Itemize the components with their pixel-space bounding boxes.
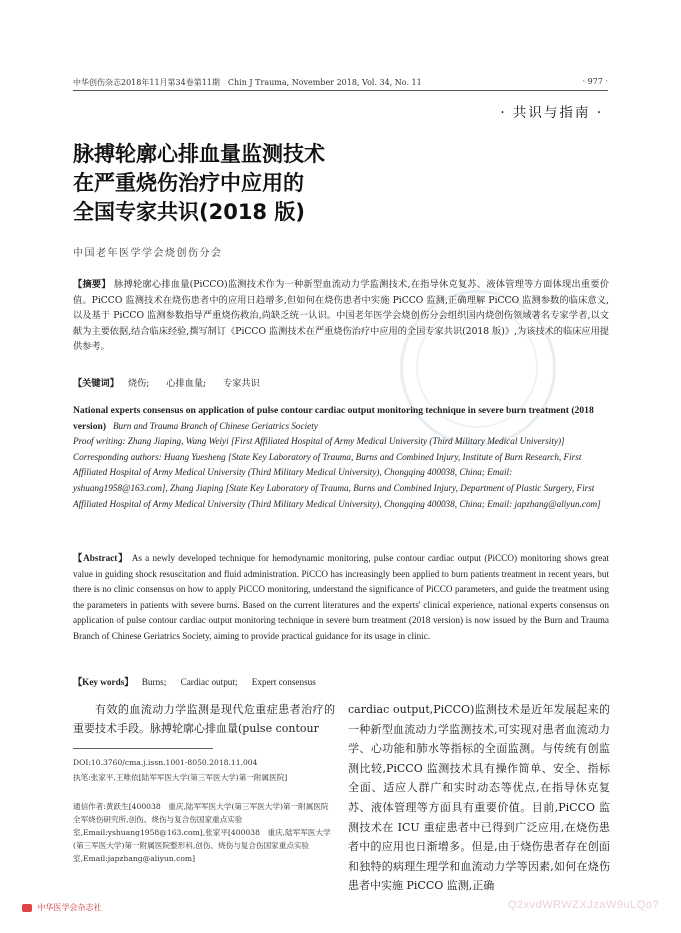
english-front-matter xyxy=(73,403,609,512)
keyword: 专家共识 xyxy=(223,378,260,389)
chinese-abstract xyxy=(73,277,609,355)
keyword: 心排血量; xyxy=(166,378,207,389)
keyword: 烧伤; xyxy=(127,378,150,389)
corresponding-text: Huang Yuesheng [State Key Laboratory of Trauma, Burns and Combined Injury, Institute of Burn Research, First Affiliated Hospital of Army Medical University (Third Military Medical University), Chongqing 400038, China; Email: yshuang1958@163.com], Zhang Jiaping [State Key Laboratory of Trauma, Burns and Combined Injury, Department of Plastic Surgery, First Affiliated Hospital of Army Medical University (Third Military Medical University), Chongqing 400038, China; Email: japzhang@aliyun.com] xyxy=(73,451,601,509)
journal-header: 中华创伤杂志2018年11月第34卷第11期 Chin J Trauma, November 2018, Vol. 34, No. 11 xyxy=(73,78,422,87)
title-line-1: 脉搏轮廓心排血量监测技术 xyxy=(73,142,325,166)
abstract-text: 脉搏轮廓心排血量(PiCCO)监测技术作为一种新型血流动力学监测技术,在指导休克复苏、液体管理等方面体现出重要价值。PiCCO 监测技术在烧伤患者中的应用日趋增多,但如何在烧伤患者中实施 PiCCO 监测,正确理解 PiCCO 监测参数的临床意义,以及基于 PiCCO 监测参数指导严重烧伤救治,尚缺乏统一认识。中国老年医学会烧创伤分会组织国内烧创伤领域著名专家学者,以文献为主要依据,结合临床经验,撰写制订《PiCCO 监测技术在严重烧伤治疗中应用的全国专家共识(2018 版)》,为该技术的临床应用提供参考。 xyxy=(73,279,610,353)
title-line-3: 全国专家共识(2018 版) xyxy=(73,200,305,224)
english-abstract-text: As a newly developed technique for hemodynamic monitoring, pulse contour cardiac output (PiCCO) monitoring shows great value in guiding shock resuscitation and fluid administration. PiCCO has increasingly been applied to burn patients treatment in recent years, but there is no clinic consensus on how to apply PiCCO monitoring, understand the significance of PiCCO parameters, and guide the treatment using the parameters in patients with severe burns. Based on the current literatures and the experts' clinical experience, national experts consensus on application of pulse contour cardiac output monitoring technique in severe burn treatment (2018 version) is now issued by the Burn and Trauma Branch of Chinese Geriatrics Society, aiming to provide practical guidance for its usage in clinic. xyxy=(73,553,609,641)
english-keyword: Cardiac output; xyxy=(180,677,238,687)
footnote-doi: DOI:10.3760/cma.j.issn.1001-8050.2018.11.004 xyxy=(73,758,258,767)
proof-label: Proof writing: xyxy=(73,436,126,447)
body-left-column: 有效的血流动力学监测是现代危重症患者治疗的重要技术手段。脉搏轮廓心排血量(pulse contour xyxy=(73,703,335,735)
english-branch: Burn and Trauma Branch of Chinese Geriatrics Society xyxy=(112,420,318,431)
chinese-keywords xyxy=(73,375,274,389)
page-number: · 977 · xyxy=(582,77,608,86)
publisher-logo-icon xyxy=(22,904,32,912)
english-keywords-label: 【Key words】 xyxy=(73,677,134,687)
title-line-2: 在严重烧伤治疗中应用的 xyxy=(73,171,304,195)
article-title xyxy=(73,140,325,227)
corresponding-label: Corresponding authors: xyxy=(73,451,162,462)
section-label: · 共识与指南 · xyxy=(500,105,603,121)
publisher-logo-text: 中华医学会杂志社 xyxy=(37,903,102,912)
footnote-rule xyxy=(73,748,213,749)
author-organization: 中国老年医学学会烧创伤分会 xyxy=(73,248,223,259)
body-right-column: cardiac output,PiCCO)监测技术是近年发展起来的一种新型血流动力学监测技术,可实现对患者血流动力学、心功能和肺水等指标的全面监测。与传统有创监测比较,PiCCO 监测技术具有操作简单、安全、指标全面、适应人群广和实时动态等优点,在指导休克复苏、液体管理等方面具有重要价值。目前,PiCCO 监测技术在 ICU 重症患者中已得到广泛应用,在烧伤患者中的应用也日渐增多。但是,由于烧伤患者存在创面和独特的病理生理学和血流动力学等因素,如何在烧伤患者中实施 PiCCO 监测,正确 xyxy=(348,703,610,893)
english-abstract-label: 【Abstract】 xyxy=(73,553,129,563)
english-keywords xyxy=(73,674,328,688)
publisher-logo xyxy=(22,902,102,913)
watermark-code: Q2xvdWRWZXJzaW9uLQo? xyxy=(507,899,659,911)
english-keyword: Expert consensus xyxy=(251,677,316,687)
english-abstract xyxy=(73,551,609,645)
keywords-label: 【关键词】 xyxy=(73,378,119,389)
english-title: National experts consensus on application of pulse contour cardiac output monitoring technique in severe burn treatment (2018 version) xyxy=(73,405,594,432)
footnote-proof: 执笔:张家平,王唯依[陆军军医大学(第三军医大学)第一附属医院] xyxy=(73,773,288,782)
footnote-corresponding: 通信作者:黄跃生[400038 重庆,陆军军医大学(第三军医大学)第一附属医院全军烧伤研究所,创伤、烧伤与复合伤国家重点实验室,Email:yshuang1958@163.com],张家平[400038 重庆,陆军军医大学(第三军医大学)第一附属医院整形科,创伤、烧伤与复合伤国家重点实验室,Email:japzhang@aliyun.com] xyxy=(73,802,331,863)
abstract-label: 【摘要】 xyxy=(73,279,111,290)
english-keyword: Burns; xyxy=(141,677,167,687)
header-rule xyxy=(73,90,608,91)
proof-text: Zhang Jiaping, Wang Weiyi [First Affiliated Hospital of Army Medical University (Third Military Medical University)] xyxy=(127,436,565,447)
